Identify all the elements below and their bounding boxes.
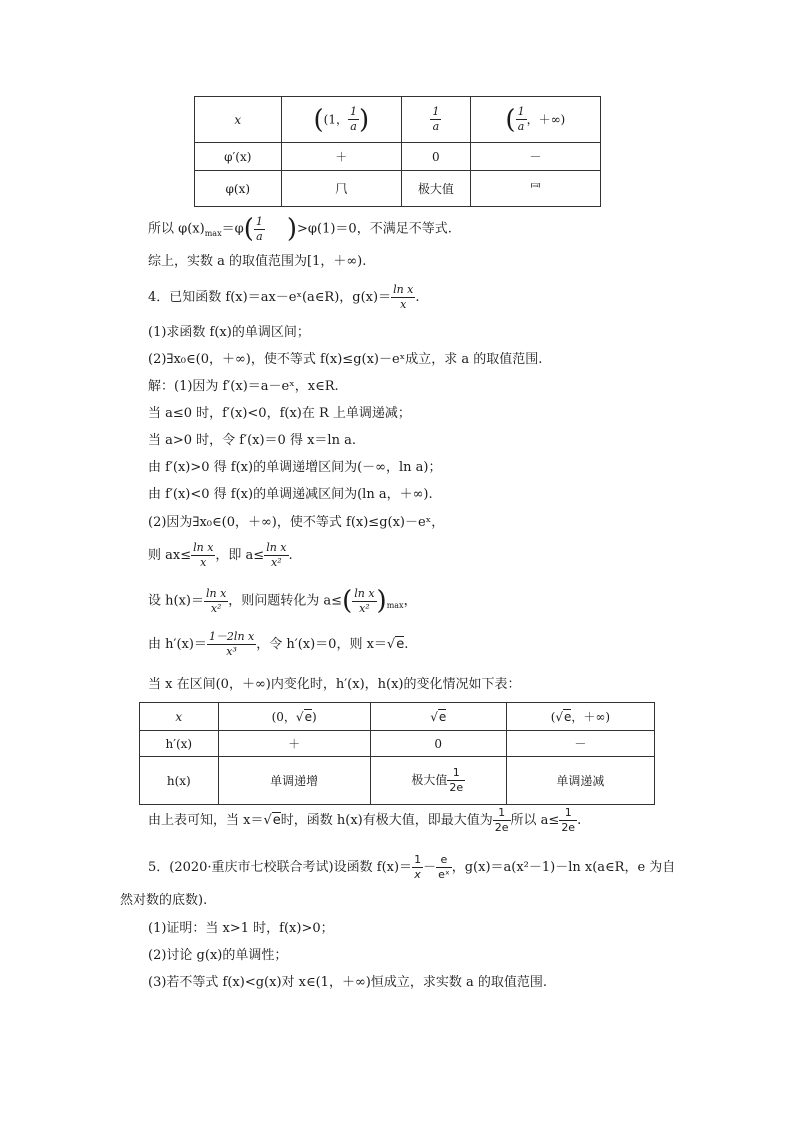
table-cell: $\frac{1}{a}$ bbox=[402, 97, 471, 143]
question-2: (2)∃x₀∈(0，＋∞)，使不等式 f(x)≤g(x)－eˣ成立，求 a 的取值范围. bbox=[148, 352, 543, 367]
solution-line: 当 a>0 时，令 f′(x)＝0 得 x＝ln a. bbox=[148, 433, 356, 448]
table-cell: ( $\frac{1}{a}$ ，＋∞) bbox=[470, 97, 600, 143]
text-line: 综上，实数 a 的取值范围为[1，＋∞). bbox=[148, 254, 367, 269]
table-cell: 单调递增 bbox=[218, 757, 370, 805]
table-cell: √e bbox=[370, 703, 506, 731]
problem-4-statement: 4．已知函数 f(x)＝ax－eˣ(a∈R)，g(x)＝ $\frac{\text{ln x}}{x}$ . bbox=[148, 283, 420, 311]
table-cell: φ(x) bbox=[195, 171, 282, 207]
table-cell: ⺜ bbox=[470, 171, 600, 207]
table-cell: (√e，＋∞) bbox=[506, 703, 654, 731]
text-line: 所以 $\varphi(x)_{max}=\varphi$( $\frac{1}{a}$ )>φ(1)＝0，不满足不等式. bbox=[148, 214, 452, 244]
problem-5-statement: 5．(2020·重庆市七校联合考试)设函数 f(x)＝ $\frac{1}{x}$ － $\frac{e}{\text{eˣ}}$ ，g(x)＝a(x²－1)－ln x(a∈R，e 为自 bbox=[148, 853, 676, 881]
solution-line: 由 f′(x)<0 得 f(x)的单调递减区间为(ln a，＋∞). bbox=[148, 487, 433, 502]
question-5-2: (2)讨论 g(x)的单调性； bbox=[148, 948, 288, 963]
question-5-1: (1)证明：当 x>1 时，f(x)>0； bbox=[148, 921, 334, 936]
table-cell: φ′(x) bbox=[195, 143, 282, 171]
table-cell: 极大值 $\frac{1}{2e}$ bbox=[370, 757, 506, 805]
table-cell: 极大值 bbox=[402, 171, 471, 207]
solution-line: 当 a≤0 时，f′(x)<0，f(x)在 R 上单调递减； bbox=[148, 406, 411, 421]
table-cell: ＋ bbox=[281, 143, 401, 171]
table-cell: (0，√e) bbox=[218, 703, 370, 731]
solution-line: 由 h′(x)＝ $\frac{\text{1－2ln x}}{\text{x³}}$ ，令 h′(x)＝0，则 x＝√e. bbox=[148, 630, 409, 658]
table-cell: h′(x) bbox=[140, 731, 219, 757]
table-cell: 单调递减 bbox=[506, 757, 654, 805]
solution-line: 解：(1)因为 f′(x)＝a－eˣ，x∈R. bbox=[148, 379, 339, 394]
table-cell: 0 bbox=[370, 731, 506, 757]
table-cell: ⺇ bbox=[281, 171, 401, 207]
table-cell: － bbox=[506, 731, 654, 757]
solution-line: 由 f′(x)>0 得 f(x)的单调递增区间为(－∞，ln a)； bbox=[148, 460, 442, 475]
table-cell: x bbox=[140, 703, 219, 731]
variation-table-h bbox=[139, 702, 655, 805]
solution-line: 当 x 在区间(0，＋∞)内变化时，h′(x)，h(x)的变化情况如下表： bbox=[148, 677, 521, 692]
solution-line: 则 ax≤ $\frac{\text{ln x}}{x}$ ，即 a≤ $\frac{\text{ln x}}{\text{x²}}$ . bbox=[148, 541, 293, 569]
table-cell: x bbox=[195, 97, 282, 143]
variation-table-phi bbox=[194, 96, 601, 207]
table-cell: h(x) bbox=[140, 757, 219, 805]
table-cell: ＋ bbox=[218, 731, 370, 757]
question-5-3: (3)若不等式 f(x)<g(x)对 x∈(1，＋∞)恒成立，求实数 a 的取值范围. bbox=[148, 975, 548, 990]
table-cell: － bbox=[470, 143, 600, 171]
problem-5-continued: 然对数的底数). bbox=[120, 893, 208, 908]
table-cell: ((1， $\frac{1}{a}$ ) bbox=[281, 97, 401, 143]
question-1: (1)求函数 f(x)的单调区间； bbox=[148, 325, 310, 340]
table-cell: 0 bbox=[402, 143, 471, 171]
solution-line: (2)因为∃x₀∈(0，＋∞)，使不等式 f(x)≤g(x)－eˣ， bbox=[148, 515, 445, 530]
solution-line: 设 h(x)＝ $\frac{\text{ln x}}{\text{x²}}$ ，则问题转化为 a≤( $\frac{\text{ln x}}{\text{x²}}$ )$_{max}$， bbox=[148, 586, 417, 616]
solution-line: 由上表可知，当 x＝√e时，函数 h(x)有极大值，即最大值为 $\frac{1}{2e}$ 所以 a≤ $\frac{1}{2e}$ . bbox=[148, 806, 582, 834]
